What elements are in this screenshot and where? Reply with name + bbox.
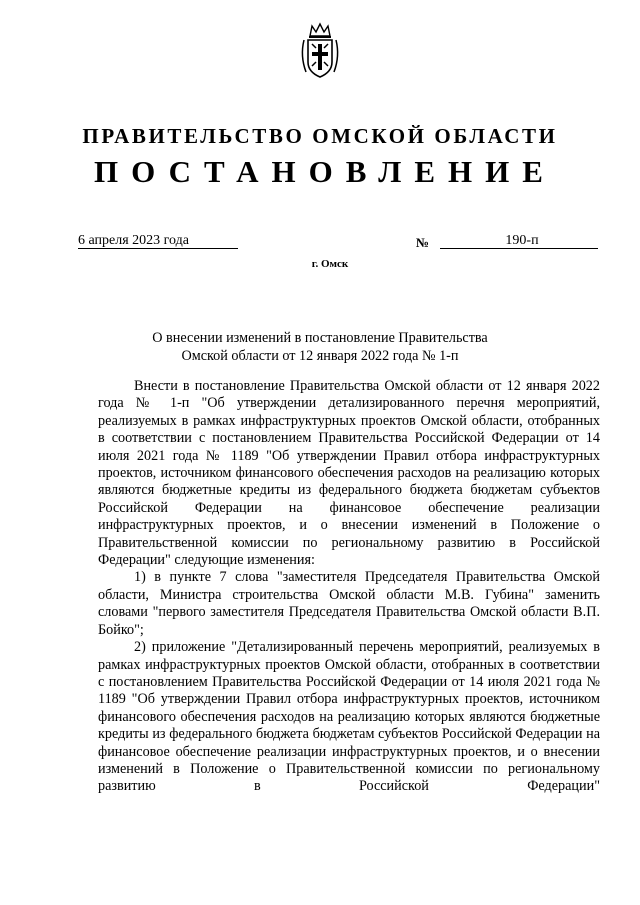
body-paragraph-intro: Внести в постановление Правительства Омской области от 12 января 2022 года № 1-п "Об утверждении детализированного перечня мероприятий, реализуемых в рамках инфраструктурных проектов Омской области, отобранных в соответствии с постановлением Правительства Российской Федерации от 14 июля 2021 года № 1189 "Об утверждении Правил отбора инфраструктурных проектов, источником финансового обеспечения расходов на реализацию которых являются бюджетные кредиты из федерального бюджета бюджетам субъектов Российской Федерации на финансовое обеспечение реализации инфраструктурных проектов, и о внесении изменений в Положение о Правительственной комиссии по региональному развитию в Российской Федерации" следующие изменения: xyxy=(98,378,600,569)
document-number: 190-п xyxy=(440,233,598,249)
document-city: г. Омск xyxy=(311,258,349,270)
coat-of-arms-icon xyxy=(298,22,342,80)
document-body xyxy=(98,378,600,796)
organization-name: ПРАВИТЕЛЬСТВО ОМСКОЙ ОБЛАСТИ xyxy=(82,124,558,148)
document-type: ПОСТАНОВЛЕНИЕ xyxy=(94,154,556,189)
document-date: 6 апреля 2023 года xyxy=(78,233,238,249)
document-title-line: О внесении изменений в постановление Правительства xyxy=(152,330,488,346)
document-title xyxy=(100,330,540,365)
document-title-line: Омской области от 12 января 2022 года № 1-п xyxy=(181,347,459,364)
body-paragraph-item-2: 2) приложение "Детализированный перечень мероприятий, реализуемых в рамках инфраструктурных проектов Омской области, отобранных в соответствии с постановлением Правительства Российской Федерации от 14 июля 2021 года № 1189 "Об утверждении Правил отбора инфраструктурных проектов, источником финансового обеспечения расходов на реализацию которых являются бюджетные кредиты из федерального бюджета бюджетам субъектов Российской Федерации на финансовое обеспечение реализации инфраструктурных проектов, и о внесении изменений в Положение о Правительственной комиссии по региональному развитию в Российской Федерации" xyxy=(98,639,600,795)
body-paragraph-item-1: 1) в пункте 7 слова "заместителя Председателя Правительства Омской области, Министра строительства Омской области М.В. Губина" заменить словами "первого заместителя Председателя Правительства Омской области В.П. Бойко"; xyxy=(98,569,600,638)
number-sign: № xyxy=(416,235,430,250)
